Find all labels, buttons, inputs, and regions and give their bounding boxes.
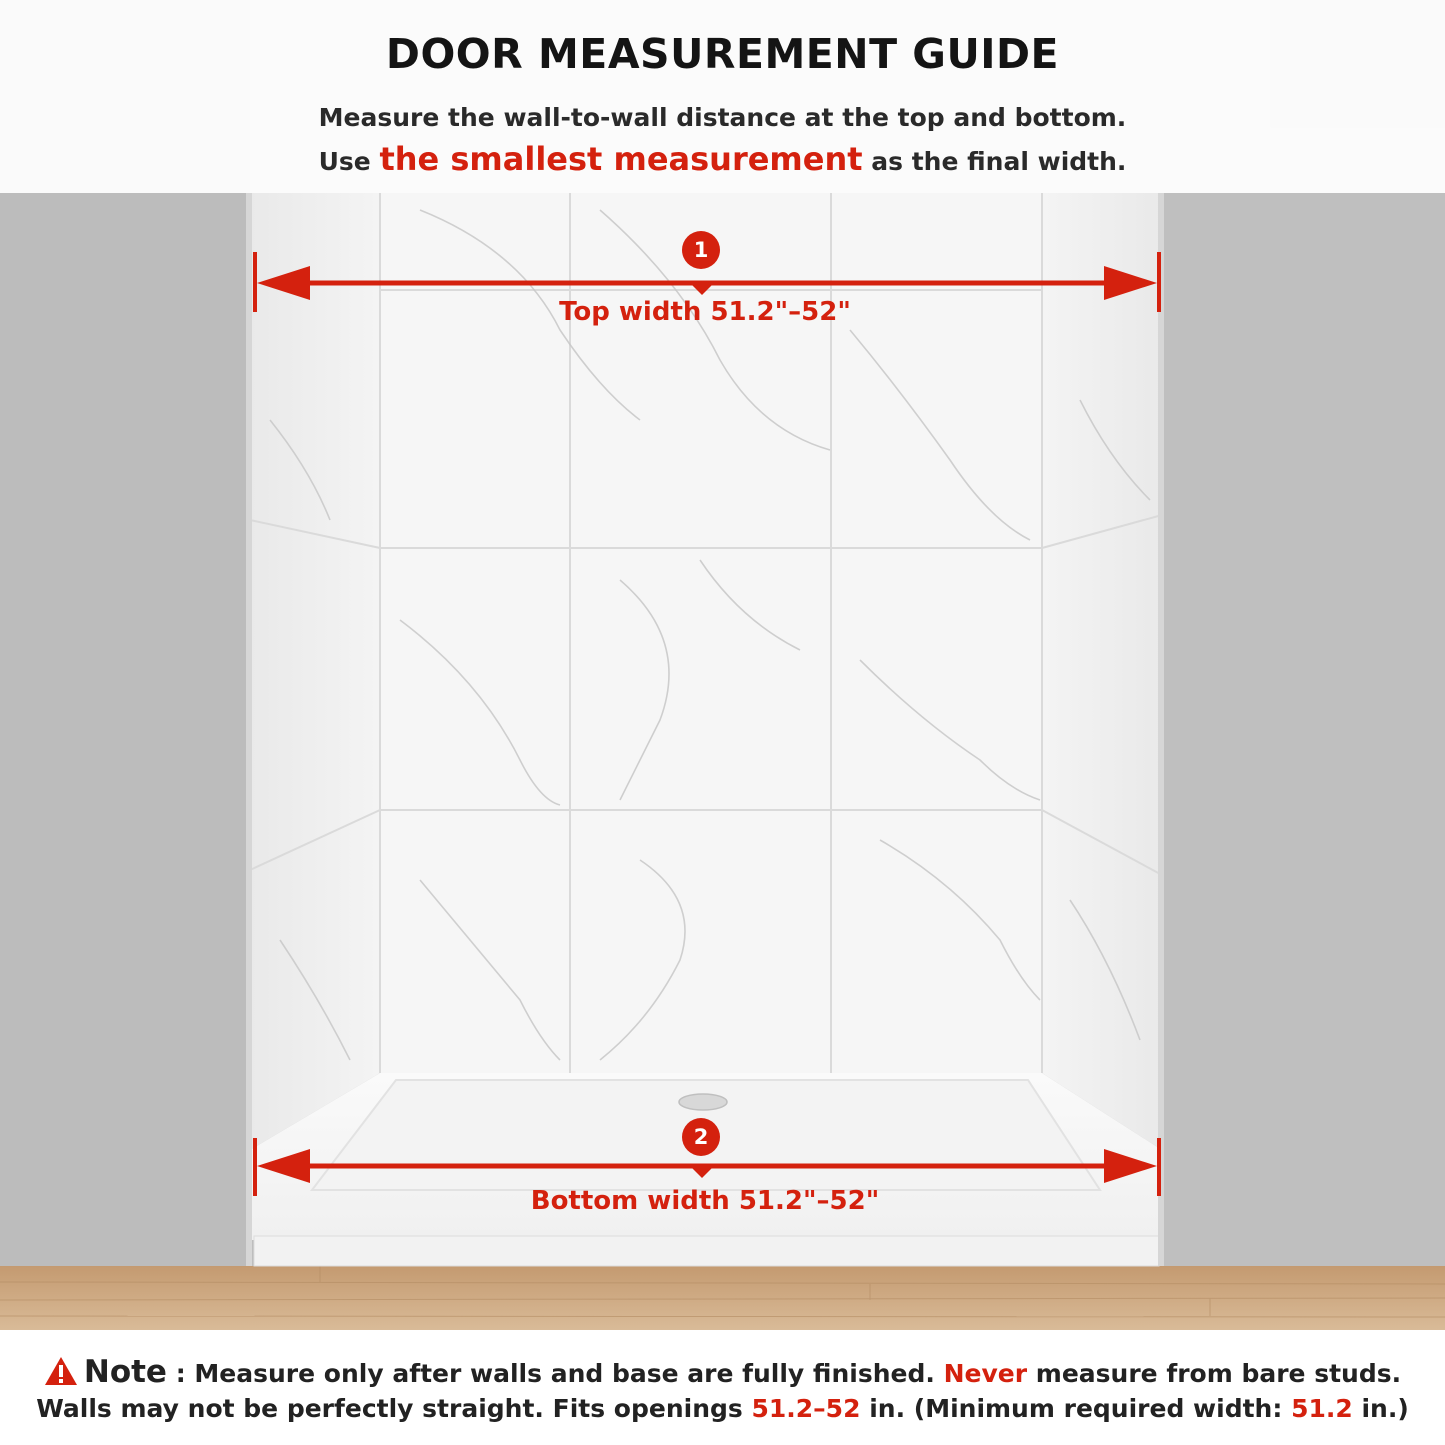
guide-instruction-line1: Measure the wall-to-wall distance at the top and bottom. (318, 103, 1127, 132)
wall-edge-right (1158, 193, 1164, 1266)
note-text-3: Walls may not be perfectly straight. Fits openings (36, 1394, 743, 1423)
note-word: Note (83, 1354, 167, 1390)
note-line-2 (0, 1394, 1445, 1423)
shower-side-wall-right (1042, 193, 1162, 1150)
shower-base-front (254, 1236, 1159, 1266)
instruction-highlight: the smallest measurement (379, 140, 863, 178)
note-panel (0, 1330, 1445, 1445)
instruction-post: as the final width. (871, 147, 1127, 176)
step-1-badge: 1 (682, 231, 720, 269)
wall-edge-left (246, 193, 252, 1266)
note-text-5: in.) (1352, 1394, 1409, 1423)
note-text-2: measure from bare studs. (1035, 1359, 1402, 1388)
shower-side-wall-left (250, 193, 380, 1150)
note-never: Never (943, 1359, 1028, 1388)
guide-title: DOOR MEASUREMENT GUIDE (385, 30, 1060, 78)
note-text-1: Measure only after walls and base are fully finished. (194, 1359, 935, 1388)
guide-header (0, 0, 1445, 193)
drain-icon (679, 1094, 727, 1110)
bottom-width-label: Bottom width 51.2"–52" (530, 1186, 880, 1216)
note-range: 51.2–52 (751, 1394, 861, 1423)
instruction-pre: Use (318, 147, 371, 176)
note-min-width: 51.2 (1291, 1394, 1353, 1423)
note-separator: : (175, 1359, 186, 1388)
warning-triangle-icon (44, 1356, 78, 1386)
top-width-label: Top width 51.2"–52" (559, 297, 851, 327)
guide-instruction-line2 (0, 140, 1445, 178)
note-line-1 (0, 1354, 1445, 1390)
step-2-badge: 2 (682, 1118, 720, 1156)
note-text-4: in. (Minimum required width: (869, 1394, 1283, 1423)
